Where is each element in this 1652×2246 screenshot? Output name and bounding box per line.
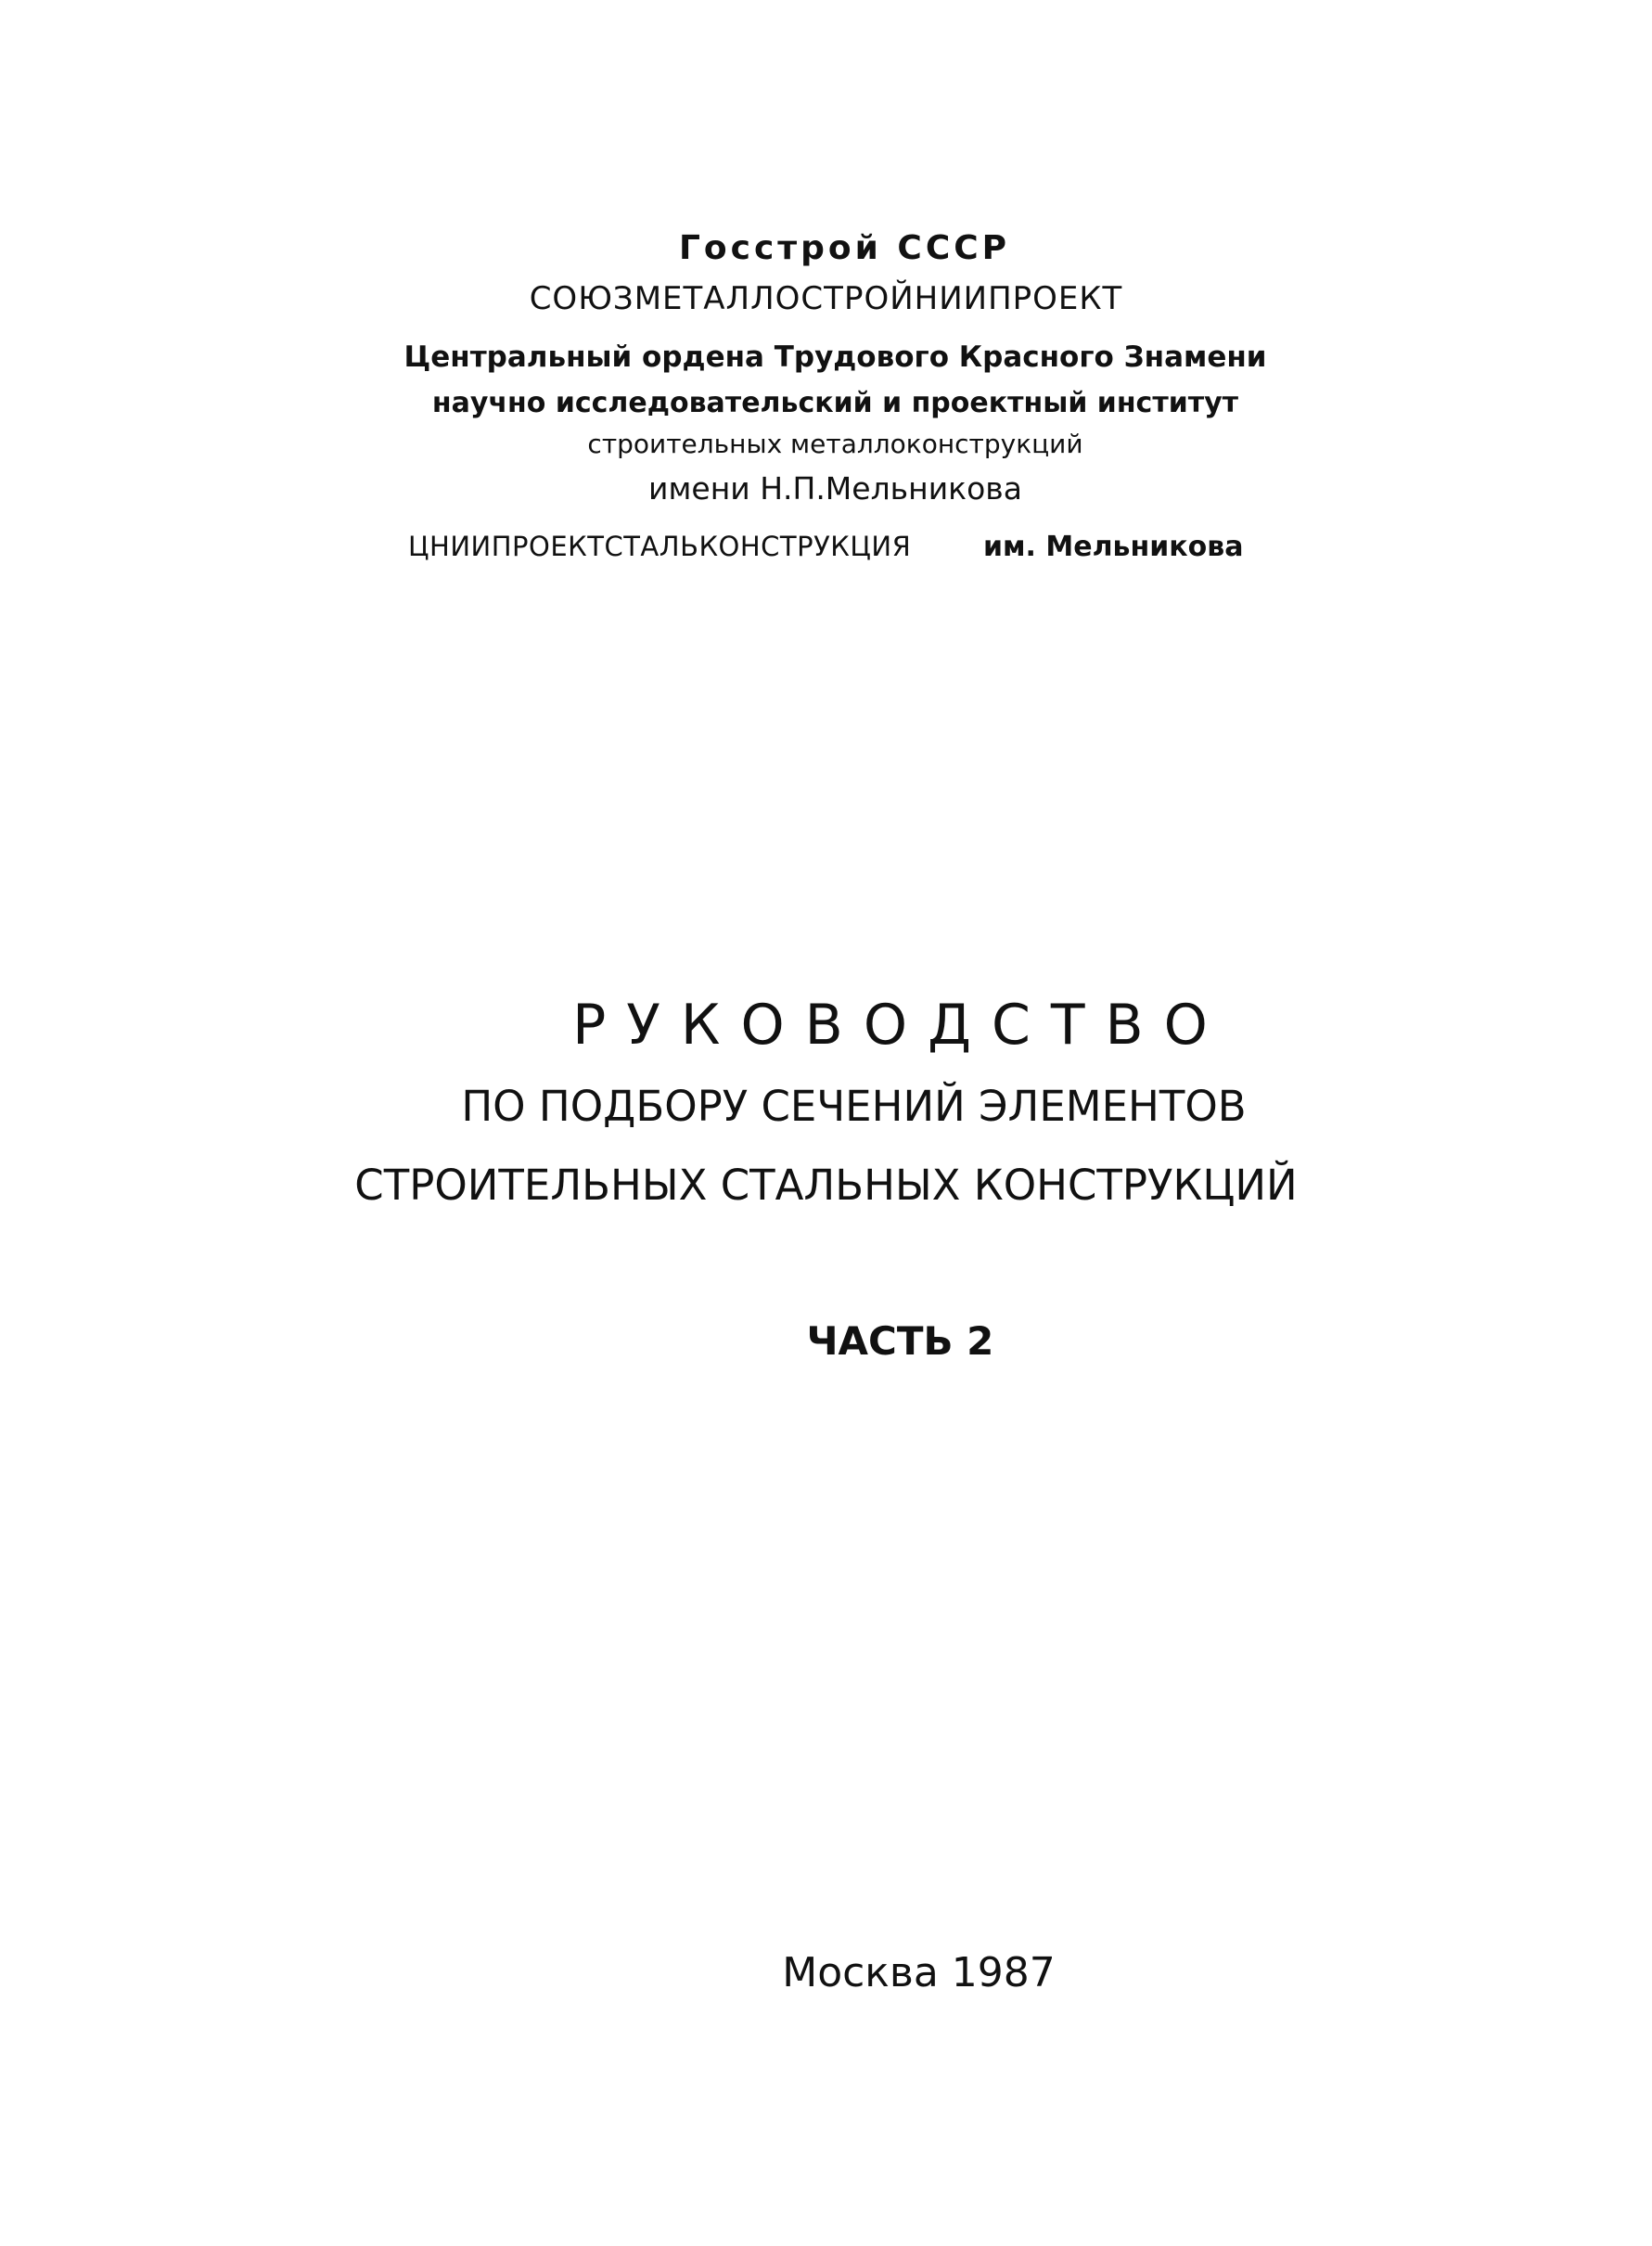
- org-line-soyuz: СОЮЗМЕТАЛЛОСТРОЙНИИПРОЕКТ: [529, 280, 1123, 317]
- org-line-gosstroy: Госстрой СССР: [678, 229, 1011, 267]
- document-part: ЧАСТЬ 2: [806, 1318, 994, 1364]
- org-line-named: имени Н.П.Мельникова: [648, 470, 1022, 507]
- document-title: РУКОВОДСТВО: [572, 993, 1228, 1058]
- org-short-name: им. Мельникова: [983, 531, 1244, 563]
- org-line-institute: научно исследовательский и проектный институт: [431, 387, 1239, 419]
- document-subtitle-line-2: СТРОИТЕЛЬНЫХ СТАЛЬНЫХ КОНСТРУКЦИЙ: [354, 1161, 1298, 1210]
- document-subtitle-line-1: ПО ПОДБОРУ СЕЧЕНИЙ ЭЛЕМЕНТОВ: [461, 1082, 1247, 1131]
- imprint-place-year: Москва 1987: [782, 1949, 1056, 1996]
- org-line-central: Центральный ордена Трудового Красного Знамени: [403, 340, 1267, 374]
- org-abbreviation: ЦНИИПРОЕКТСТАЛЬКОНСТРУКЦИЯ: [408, 531, 912, 562]
- org-line-metal: строительных металлоконструкций: [587, 429, 1083, 459]
